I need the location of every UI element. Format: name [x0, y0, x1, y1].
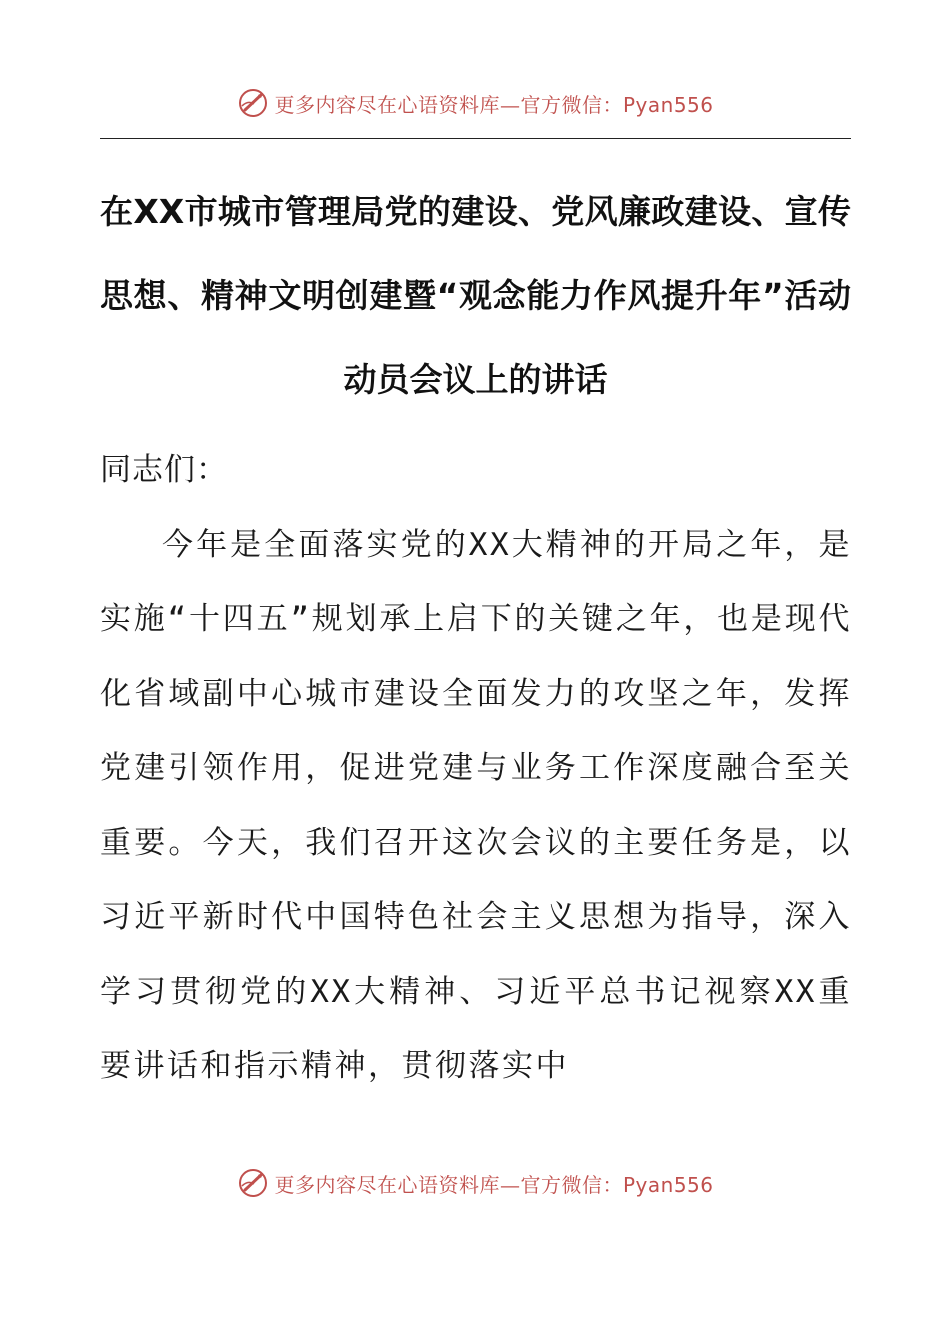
pen-logo-icon: [236, 1166, 270, 1200]
document-title: 在XX市城市管理局党的建设、党风廉政建设、宣传思想、精神文明创建暨“观念能力作风提升年”活动动员会议上的讲话: [100, 192, 851, 399]
salutation: 同志们：: [100, 452, 228, 488]
document-body: [100, 433, 852, 1104]
header-brand: [274, 89, 713, 118]
footer-brand: [274, 1169, 713, 1198]
page-header: [0, 78, 950, 128]
page-footer: [0, 1158, 950, 1208]
header-divider: [100, 138, 851, 139]
header-brand-text: 更多内容尽在心语资料库—官方微信：: [274, 92, 623, 117]
header-wechat-id: Pyan556: [622, 92, 714, 117]
footer-wechat-id: Pyan556: [622, 1172, 714, 1197]
paragraph: 今年是全面落实党的XX大精神的开局之年，是实施“十四五”规划承上启下的关键之年，也是现代化省域副中心城市建设全面发力的攻坚之年，发挥党建引领作用，促进党建与业务工作深度融合至关重要。今天，我们召开这次会议的主要任务是，以习近平新时代中国特色社会主义思想为指导，深入学习贯彻党的XX大精神、习近平总书记视察XX重要讲话和指示精神，贯彻落实中: [100, 526, 852, 1084]
footer-brand-text: 更多内容尽在心语资料库—官方微信：: [274, 1172, 623, 1197]
pen-logo-icon: [236, 86, 270, 120]
